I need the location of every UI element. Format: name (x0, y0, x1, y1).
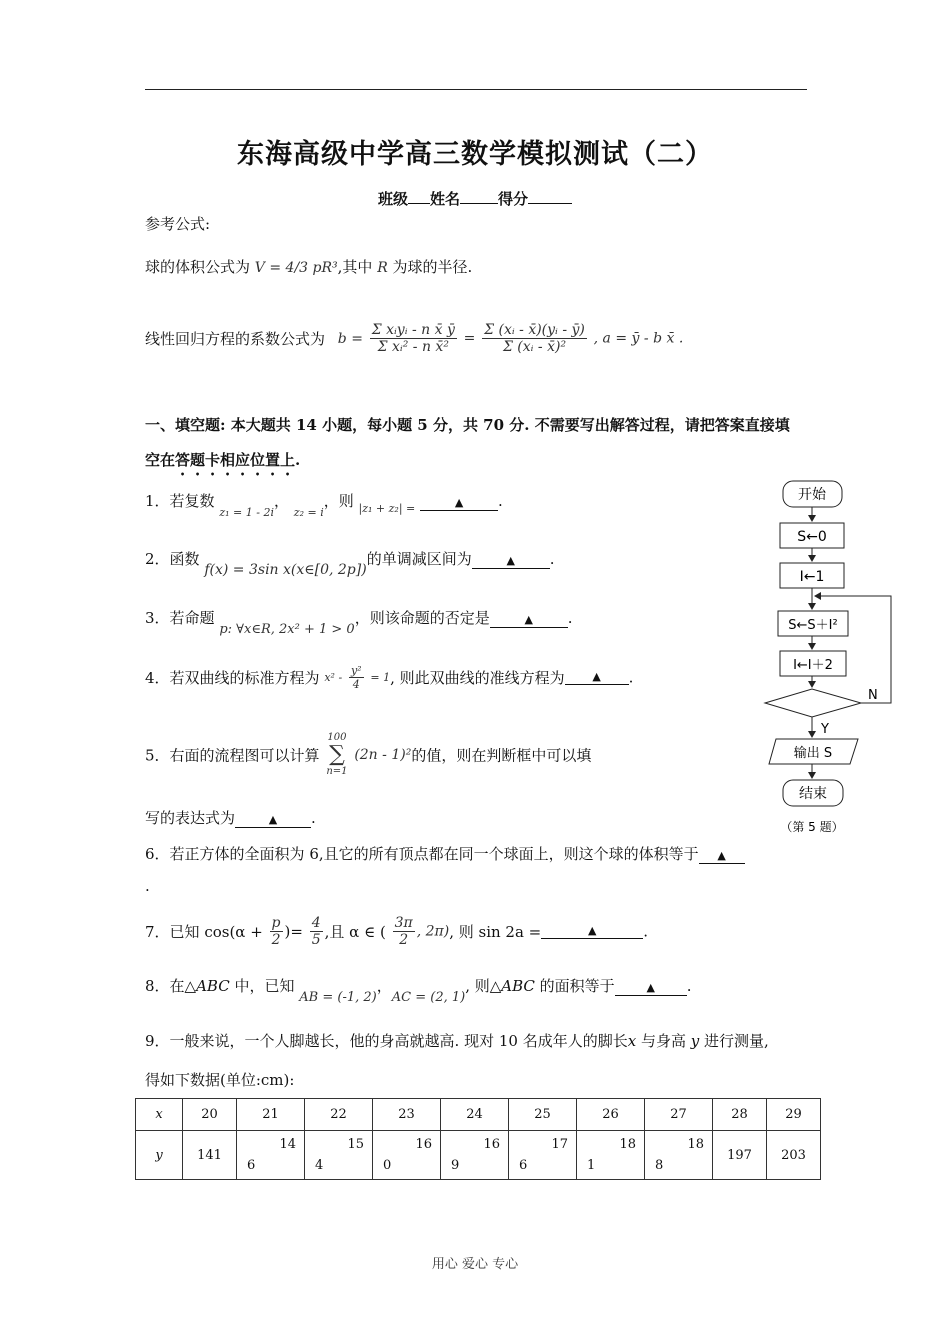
ref-heading: 参考公式: (145, 215, 211, 233)
answer-blank-5[interactable]: ▲ (235, 813, 311, 828)
name-label: 姓名 (429, 190, 460, 208)
flowchart (760, 475, 900, 840)
question-6: 6．若正方体的全面积为 6,且它的所有顶点都在同一个球面上，则这个球的体积等于 ▲ (145, 843, 745, 864)
question-9: 9．一般来说，一个人脚越长，他的身高就越高. 现对 10 名成年人的脚长x 与身高 y 进行测量, (145, 1032, 769, 1050)
page-title: 东海高级中学高三数学模拟测试（二） (237, 139, 713, 170)
section-heading-line2: 空在答题卡相应位置上. (145, 451, 301, 469)
hyperbola-fraction: $\frac{\text{y²}}{4}$ (350, 664, 362, 691)
name-blank[interactable] (460, 189, 498, 204)
question-7: 7．已知 cos(α + $\frac{p}{2}$ )= $\frac{4}{5}$ ,且 α ∈ ( $\frac{3\pi}{2}$ , 2π), 则 sin 2a = ▲ . (145, 915, 649, 948)
flow-start-label: 开始 (798, 487, 826, 503)
flow-output-label: 输出 S (793, 746, 833, 761)
flow-s0-label: S←0 (797, 529, 827, 545)
question-8: 8．在△ABC 中，已知 AB = (-1, 2)，AC = (2, 1), 则△ABC 的面积等于 ▲ . (145, 977, 692, 1005)
flow-i1-label: I←1 (799, 569, 825, 585)
answer-blank-3[interactable]: ▲ (490, 613, 568, 628)
regression-fraction-2: $\frac{\text{Σ (xᵢ - x̄)(yᵢ - ȳ)}}{\text{Σ (xᵢ - x̄)²}}$ (484, 322, 585, 355)
answer-blank-6[interactable]: ▲ (699, 849, 745, 864)
question-6-end: . (145, 877, 150, 895)
flow-y-label: Y (821, 722, 829, 737)
foot-height-table (135, 1098, 821, 1180)
question-5: 5．右面的流程图可以计算 100 ∑ n=1 (2n - 1)²的值，则在判断框中可以填 (145, 732, 592, 777)
score-label: 得分 (498, 190, 529, 208)
score-blank[interactable] (528, 189, 572, 204)
section-heading-line1: 一、填空题: 本大题共 14 小题，每小题 5 分，共 70 分. 不需要写出解答过程，请把答案直接填 (145, 416, 790, 434)
answer-blank-2[interactable]: ▲ (472, 554, 550, 569)
sphere-formula: V = 4/3 pR³ (254, 260, 338, 276)
class-label: 班级 (377, 190, 408, 208)
question-5-cont: 写的表达式为 ▲ . (145, 809, 316, 827)
question-2: 2．函数 f(x) = 3sin x(x∈[0, 2p])的单调减区间为 ▲ . (145, 550, 555, 578)
flow-end-label: 结束 (799, 786, 827, 802)
flow-caption: （第 5 题） (780, 820, 844, 834)
answer-blank-7[interactable]: ▲ (541, 924, 643, 939)
flow-inc-label: I←I＋2 (793, 658, 833, 673)
regression-formula-line: 线性回归方程的系数公式为 b = $\frac{\text{Σ xᵢyᵢ - n x̄ ȳ}}{\text{Σ xᵢ² - n x̄²}}$ = $\frac{\text{Σ (xᵢ - x̄)(yᵢ - ȳ)}}{\text{Σ (xᵢ - x̄)²}}$ , a = ȳ - b x̄ . (145, 322, 684, 355)
question-9-cont: 得如下数据(单位:cm): (145, 1071, 295, 1089)
question-3: 3．若命题 p: ∀x∈R, 2x² + 1 > 0，则该命题的否定是 ▲ . (145, 609, 573, 637)
summation-symbol: 100 ∑ n=1 (326, 732, 348, 777)
table-row-x: x 20 21 22 23 24 25 26 27 28 29 (136, 1099, 821, 1131)
flow-sum-label: S←S＋I² (788, 618, 838, 633)
header-rule (145, 89, 807, 90)
regression-fraction-1: $\frac{\text{Σ xᵢyᵢ - n x̄ ȳ}}{\text{Σ xᵢ² - n x̄²}}$ (371, 322, 455, 355)
flow-n-label: N (868, 688, 878, 703)
student-info-line (0, 188, 950, 209)
answer-blank-4[interactable]: ▲ (565, 670, 629, 685)
answer-card-emphasis: 答题卡相应位置上 (175, 451, 296, 469)
answer-blank-1[interactable]: ▲ (420, 496, 498, 511)
sphere-formula-line: 球的体积公式为 V = 4/3 pR³,其中 R 为球的半径. (145, 258, 473, 276)
question-1: 1．若复数 $_{z_1 = 1 - 2i}$， $_{z_2 = i}$，则 $_{|z_1 + z_2| =}$ ▲ . (145, 492, 503, 519)
page-footer: 用心 爱心 专心 (431, 1257, 519, 1272)
table-row-y: y 141 14 6 15 4 16 0 16 9 17 6 18 1 18 8 197 203 (136, 1131, 821, 1180)
question-4: 4．若双曲线的标准方程为 x² - $\frac{\text{y²}}{4}$ = 1, 则此双曲线的准线方程为 ▲ . (145, 664, 634, 691)
answer-blank-8[interactable]: ▲ (615, 981, 687, 996)
class-blank[interactable] (408, 189, 430, 204)
flow-decision-node (765, 689, 861, 717)
